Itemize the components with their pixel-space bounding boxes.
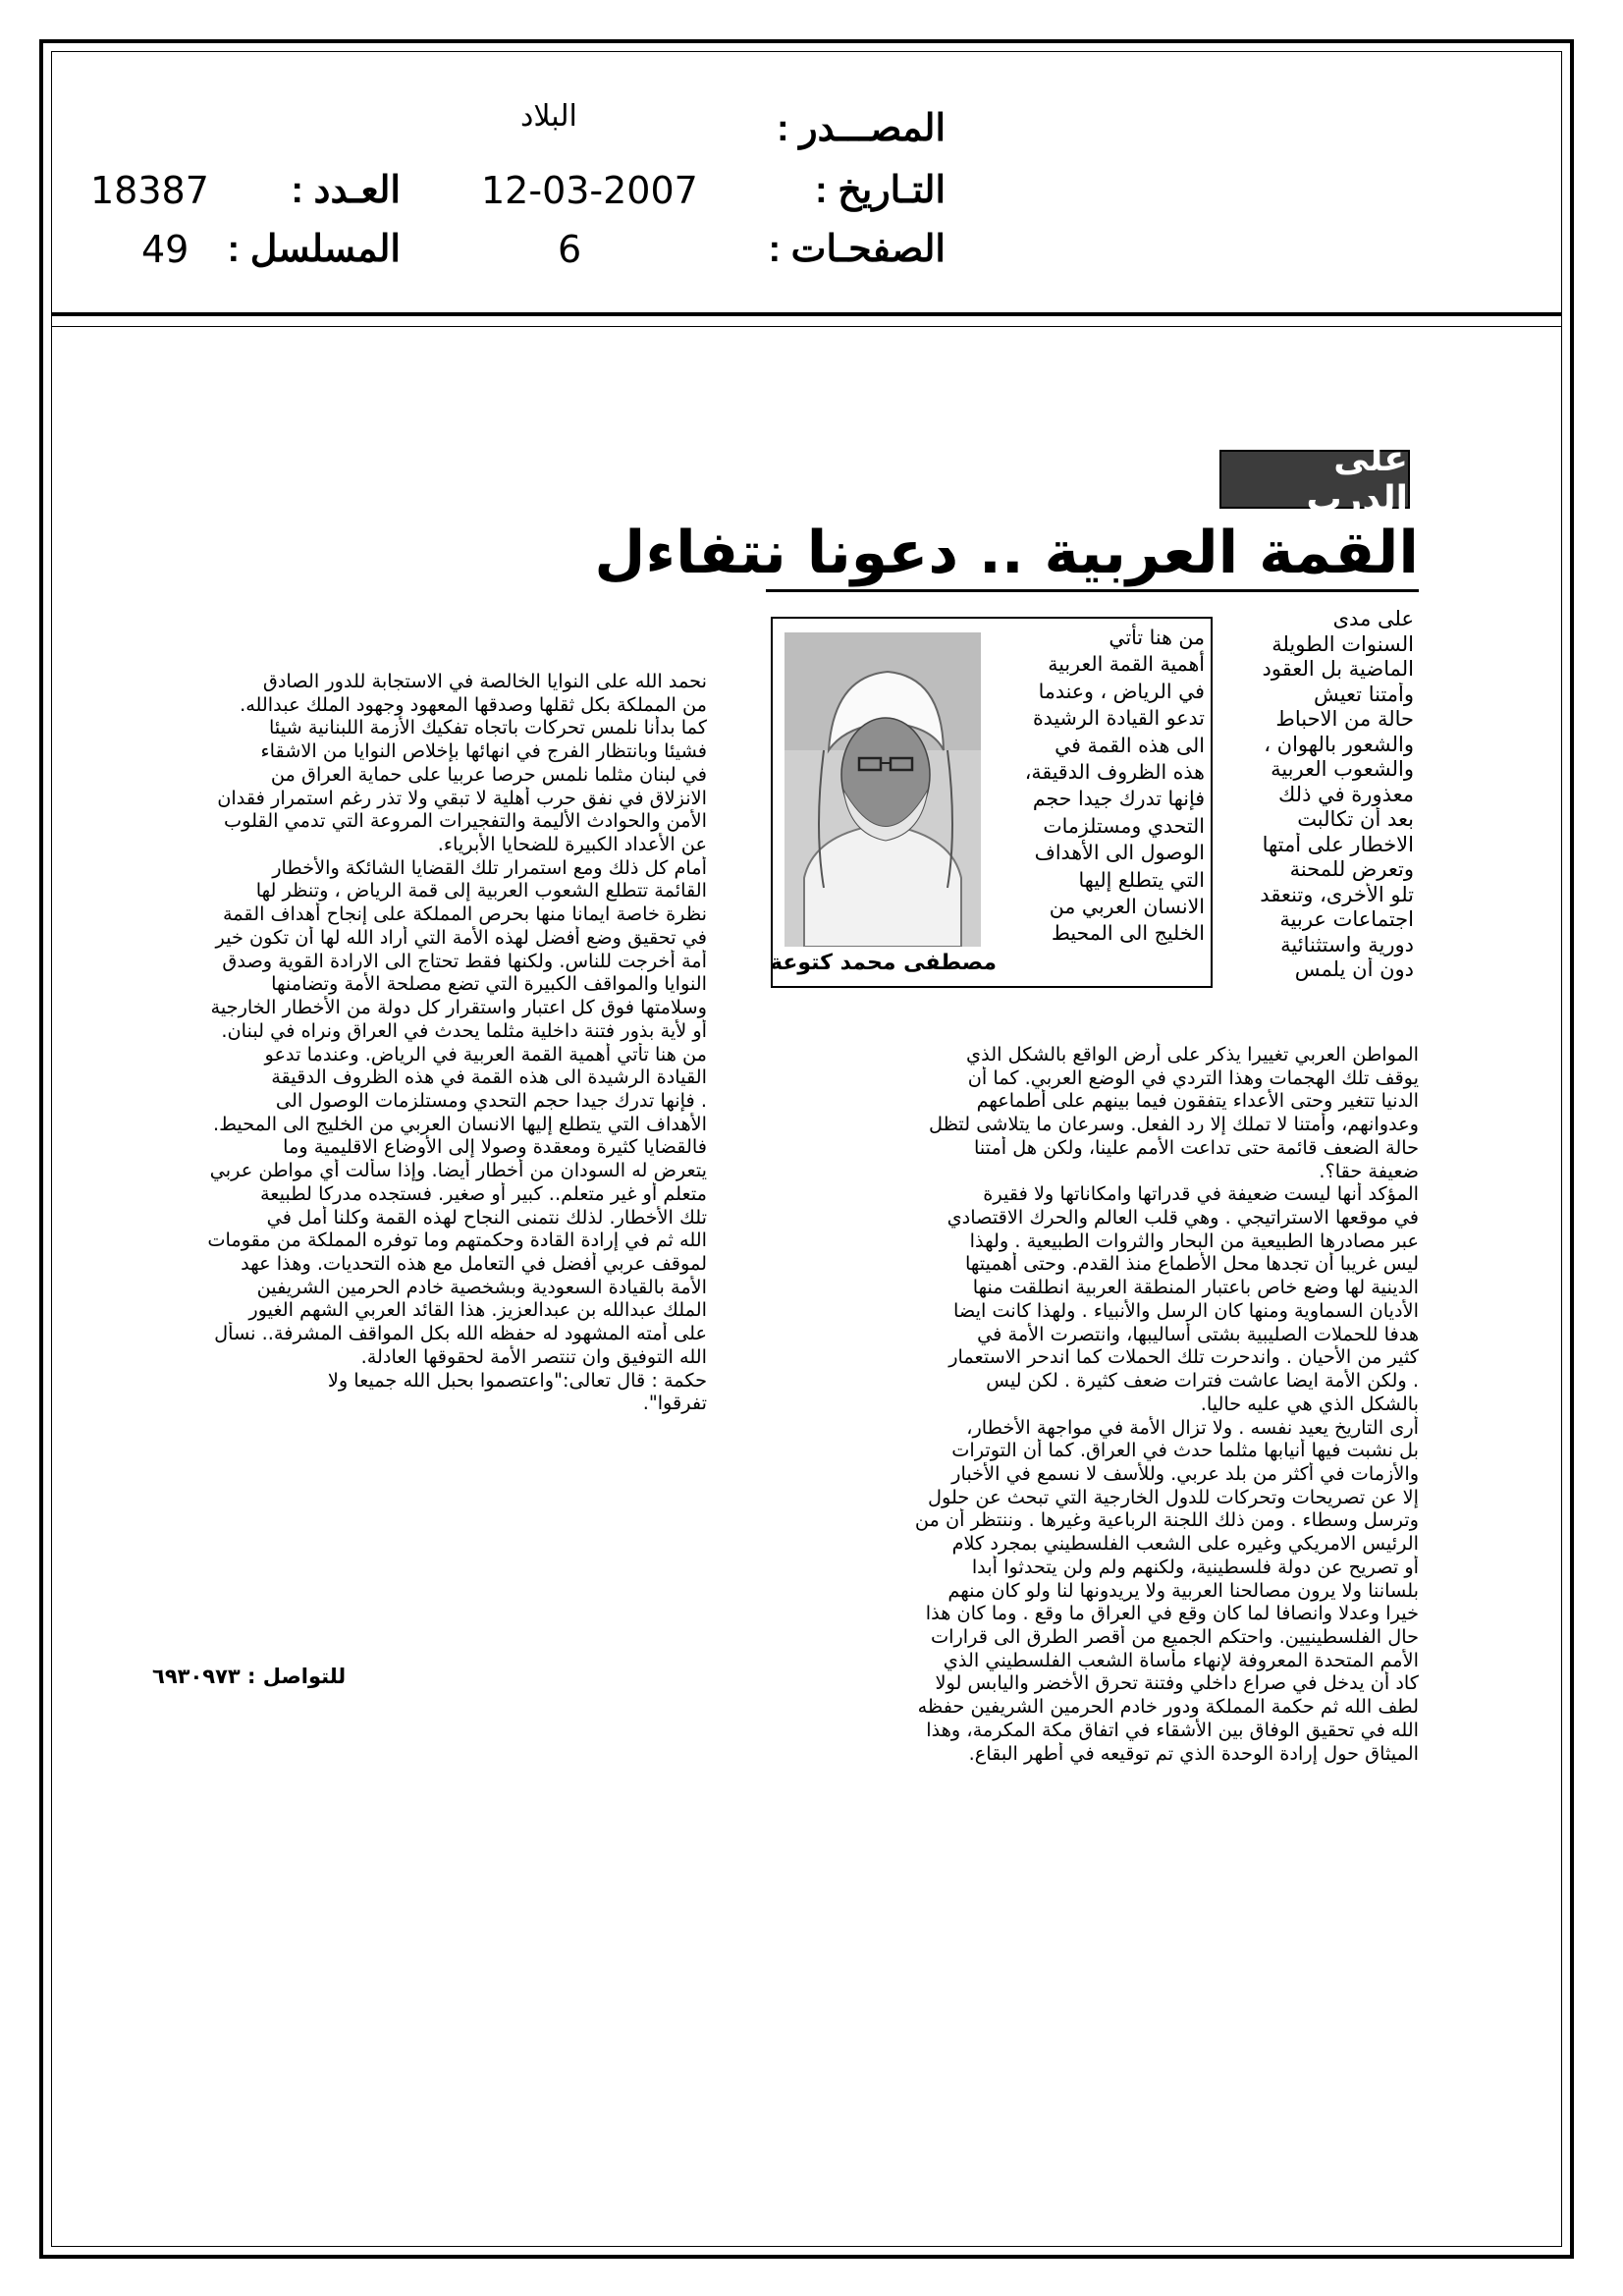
body-line: حكمة : قال تعالى:"واعتصموا بحبل الله جميعا ولا: [327, 1368, 707, 1392]
body-line: وعدوانهم، وأمتنا لا تملك إلا رد الفعل. وسرعان ما يتلاشى لتظل: [929, 1113, 1419, 1136]
pull-quote-line: التي يتطلع إليها: [1078, 867, 1205, 892]
body-line: أمة أخرجت للناس. ولكنها فقط تحتاج الى الارادة القوية وصدق: [222, 949, 707, 972]
body-line: القائمة تتطلع الشعوب العربية إلى قمة الرياض ، وتنظر لها: [255, 879, 707, 902]
body-line: أو لأية بذور فتنة داخلية مثلما يحدث في العراق ونراه في لبنان.: [221, 1018, 707, 1042]
intro-line: تلو الأخرى، وتنعقد: [1260, 882, 1414, 906]
pull-quote-line: الانسان العربي من: [1049, 895, 1205, 919]
body-line: الرئيس الامريكي وغيره على الشعب الفلسطيني بمجرد كلام: [951, 1532, 1419, 1556]
body-line: وسلامتها فوق كل اعتبار واستقرار كل دولة من الأخطار الخارجية: [210, 996, 707, 1019]
body-line: . فإنها تدرك جيدا حجم التحدي ومستلزمات الوصول الى: [275, 1088, 707, 1112]
body-line: فالقضايا كثيرة ومعقدة وصولا إلى الأوضاع الاقليمية وما: [283, 1135, 707, 1159]
body-line: وترسل وسطاء . ومن ذلك اللجنة الرباعية وغيرها . وننتظر أن من: [914, 1508, 1419, 1532]
body-line: هدفا للحملات الصليبية بشتى أساليبها، وانتصرت الأمة في: [977, 1322, 1419, 1345]
intro-line: على مدى: [1332, 607, 1414, 630]
pull-quote-line: أهمية القمة العربية: [1048, 652, 1205, 677]
body-line: الميثاق حول إرادة الوحدة الذي تم توقيعه في أطهر البقاع.: [968, 1741, 1419, 1765]
body-line: على أمته المشهود له حفظه الله بكل المواقف المشرفة.. نسأل: [214, 1322, 707, 1345]
body-line: ليس غريبا أن تجدها محل الأطماع منذ القدم. وحتى أهميتها: [965, 1252, 1419, 1276]
body-line: نظرة خاصة ايمانا منها بحرص المملكة على إنجاح أهداف القمة: [222, 902, 707, 926]
intro-line: اجتماعات عربية: [1279, 907, 1414, 931]
intro-line: معذورة في ذلك: [1277, 782, 1414, 806]
pull-quote-line: تدعو القيادة الرشيدة: [1032, 706, 1205, 731]
body-line: الأهداف التي يتطلع إليها الانسان العربي من الخليج الى المحيط.: [213, 1112, 707, 1135]
body-line: فشيئا وبانتظار الفرج في انهائها بإخلاص النوايا من الاشقاء: [260, 739, 707, 763]
pull-quote-line: من هنا تأتي: [1109, 626, 1205, 649]
pull-quote-line: الخليج الى المحيط: [1051, 921, 1205, 946]
body-line: في تحقيق وضع أفضل لهذه الأمة التي أراد الله لها أن تكون خير: [215, 925, 707, 949]
body-column-left: [152, 670, 707, 1415]
pull-quote-line: الى هذه القمة في: [1055, 733, 1205, 757]
pull-quote-line: التحدي ومستلزمات: [1043, 813, 1205, 838]
date-value: 12-03-2007: [481, 169, 698, 212]
body-line: الأمن والحوادث الأليمة والتفجيرات المروعة التي تدمي القلوب: [223, 809, 707, 833]
body-line: بالشكل الذي هي عليه حاليا.: [1200, 1392, 1419, 1415]
body-line: حال الفلسطينيين. واحتكم الجميع من أقصر الطرق الى قرارات: [930, 1624, 1419, 1648]
intro-line: بعد أن تكالبت: [1297, 807, 1414, 831]
headline-rule: [766, 589, 1419, 592]
body-line: ضعيفة حقا؟.: [1319, 1159, 1419, 1182]
intro-column: [1217, 607, 1414, 983]
body-line: الله التوفيق وان تنتصر الأمة لحقوقها العادلة.: [360, 1344, 707, 1368]
header-divider: [51, 312, 1562, 316]
body-line: الملك عبدالله بن عبدالعزيز. هذا القائد العربي الشهم الغيور: [248, 1298, 707, 1322]
body-line: كاد أن يدخل في صراع داخلي وفتنة تحرق الأخضر واليابس لولا: [935, 1671, 1419, 1695]
body-line: الأمم المتحدة المعروفة لإنهاء مأساة الشعب الفلسطيني الذي: [943, 1648, 1419, 1671]
body-line: متعلم أو غير متعلم.. كبير أو صغير. فستجده مدركا لطبيعة: [259, 1181, 707, 1205]
intro-line: دون أن يلمس: [1294, 957, 1414, 981]
body-line: من المملكة بكل ثقلها وصدقها المعهود وجهود الملك عبدالله.: [240, 692, 707, 716]
date-label: التـاريخ :: [815, 170, 946, 211]
intro-line: والشعور بالهوان ،: [1264, 732, 1414, 756]
body-line: والأزمات في أكثر من بلد عربي. وللأسف لا نسمع في الأخبار: [951, 1461, 1419, 1485]
author-box: [771, 617, 1213, 988]
body-line: إلا عن تصريحات وتحركات للدول الخارجية التي تبحث عن حلول: [927, 1485, 1419, 1508]
body-line: في موقعها الاستراتيجي . وهي قلب العالم والحرك الاقتصادي: [947, 1206, 1419, 1230]
body-line: بلساننا ولا يرون مصالحنا العربية ولا يريدونها لنا ولو كان منهم: [947, 1578, 1419, 1602]
column-kicker: على الدرب: [1219, 450, 1410, 509]
body-line: كثير من الأحيان . واندحرت تلك الحملات كما اندحر الاستعمار: [948, 1345, 1419, 1369]
serial-value: 49: [141, 228, 189, 271]
source-label: المصـــدر :: [777, 108, 946, 149]
pull-quote-line: هذه الظروف الدقيقة،: [1024, 760, 1205, 785]
contact-line: للتواصل : ٦٩٣٠٩٧٣: [152, 1665, 347, 1688]
body-line: المواطن العربي تغييرا يذكر على أرض الواقع بالشكل الذي: [966, 1043, 1419, 1066]
body-line: الله في تحقيق الوفاق بين الأشقاء في اتفاق مكة المكرمة، وهذا: [926, 1718, 1419, 1741]
body-line: عبر مصادرها الطبيعية من البحار والثروات الطبيعية . ولهذا: [969, 1229, 1419, 1252]
intro-line: وتعرض للمحنة: [1289, 857, 1414, 881]
body-line: عن الأعداد الكبيرة للضحايا الأبرياء.: [437, 833, 707, 856]
pages-value: 6: [558, 228, 582, 271]
body-line: كما بدأنا نلمس تحركات باتجاه تفكيك الأزمة اللبنانية شيئا: [269, 716, 707, 739]
body-line: نحمد الله على النوايا الخالصة في الاستجابة للدور الصادق: [262, 670, 707, 692]
body-line: لطف الله ثم حكمة المملكة ودور خادم الحرمين الشريفين حفظه: [917, 1695, 1419, 1719]
pull-quote-line: الوصول الى الأهداف: [1034, 841, 1205, 865]
author-photo: [784, 632, 981, 947]
body-line: حالة الضعف قائمة حتى تداعت الأمم علينا، ولكن هل أمتنا: [973, 1135, 1419, 1159]
intro-line: حالة من الاحباط: [1275, 707, 1414, 731]
intro-line: والشعوب العربية: [1271, 757, 1414, 781]
intro-line: الاخطار على أمتها: [1262, 832, 1414, 856]
body-line: خيرا وعدلا وانصافا لما كان وقع في العراق ما وقع . وما كان هذا: [925, 1602, 1419, 1625]
body-line: يتعرض له السودان من أخطار أيضا. وإذا سألت أي مواطن عربي: [209, 1159, 707, 1182]
article-headline: القمة العربية .. دعونا نتفاءل: [594, 519, 1419, 587]
pages-label: الصفحـات :: [768, 229, 946, 270]
body-line: الانزلاق في نفق حرب أهلية لا تبقي ولا تذر رغم استمرار فقدان: [217, 786, 707, 809]
body-line: النوايا والمواقف الكبيرة التي تضع مصلحة الأمة وتضامنها: [271, 972, 707, 996]
body-line: تفرقوا".: [642, 1392, 707, 1415]
body-line: لموقف عربي أفضل في التعامل مع هذه التحديات. وهذا عهد: [241, 1251, 707, 1275]
intro-line: الماضية بل العقود: [1262, 657, 1414, 681]
pull-quote-line: فإنها تدرك جيدا حجم: [1032, 787, 1205, 811]
header-divider-thin: [51, 326, 1562, 327]
body-line: الدينية لها وضع خاص باعتبار المنطقة العربية انطلقت منها: [972, 1276, 1419, 1299]
body-line: تلك الأخطار. لذلك نتمنى النجاح لهذه القمة وكلنا أمل في: [266, 1205, 707, 1229]
intro-line: وأمتنا تعيش: [1313, 682, 1414, 706]
body-line: في لبنان مثلما نلمس حرصا عربيا على حماية العراق من: [270, 762, 707, 786]
author-portrait-image: [784, 632, 981, 947]
body-line: الدنيا تتغير وحتى الأعداء يتفقون فيما بينهم على أطماعهم: [976, 1089, 1419, 1113]
body-line: القيادة الرشيدة الى هذه القمة في هذه الظروف الدقيقة: [271, 1066, 707, 1089]
body-line: يوقف تلك الهجمات وهذا التردي في الوضع العربي. كما أن: [967, 1066, 1419, 1089]
body-line: الأمة بالقيادة السعودية وبشخصية خادم الحرمين الشريفين: [256, 1275, 707, 1298]
issue-value: 18387: [90, 169, 209, 212]
body-line: الأديان السماوية ومنها كان الرسل والأنبياء . ولهذا كانت ايضا: [953, 1298, 1419, 1322]
body-line: . ولكن الأمة ايضا عاشت فترات ضعف كثيرة . لكن ليس: [986, 1369, 1419, 1393]
issue-label: العـدد :: [291, 170, 401, 211]
pull-quote-line: في الرياض ، وعندما: [1038, 679, 1205, 703]
intro-line: دورية واستثنائية: [1280, 932, 1414, 957]
serial-label: المسلسل :: [227, 229, 401, 270]
body-line: أرى التاريخ يعيد نفسه . ولا تزال الأمة في مواجهة الأخطار،: [966, 1415, 1419, 1439]
author-name: مصطفى محمد كتوعة: [769, 951, 997, 975]
intro-line: السنوات الطويلة: [1271, 631, 1414, 656]
body-line: المؤكد أنها ليست ضعيفة في قدراتها وامكاناتها ولا فقيرة: [983, 1182, 1419, 1206]
body-line: أو تصريح عن دولة فلسطينية، ولكنهم ولم ولن يتحدثوا أبدا: [971, 1555, 1419, 1578]
source-value: البلاد: [520, 99, 577, 134]
body-line: بل نشبت فيها أنيابها مثلما حدث في العراق. كما أن التوترات: [951, 1439, 1419, 1462]
body-column-right: [766, 1043, 1419, 1765]
pull-quote: [991, 625, 1205, 948]
body-line: الله ثم في إرادة القادة وحكمتهم وما توفره المملكة من مقومات: [207, 1229, 707, 1252]
body-line: أمام كل ذلك ومع استمرار تلك القضايا الشائكة والأخطار: [272, 855, 707, 879]
body-line: من هنا تأتي أهمية القمة العربية في الرياض. وعندما تدعو: [264, 1042, 707, 1066]
